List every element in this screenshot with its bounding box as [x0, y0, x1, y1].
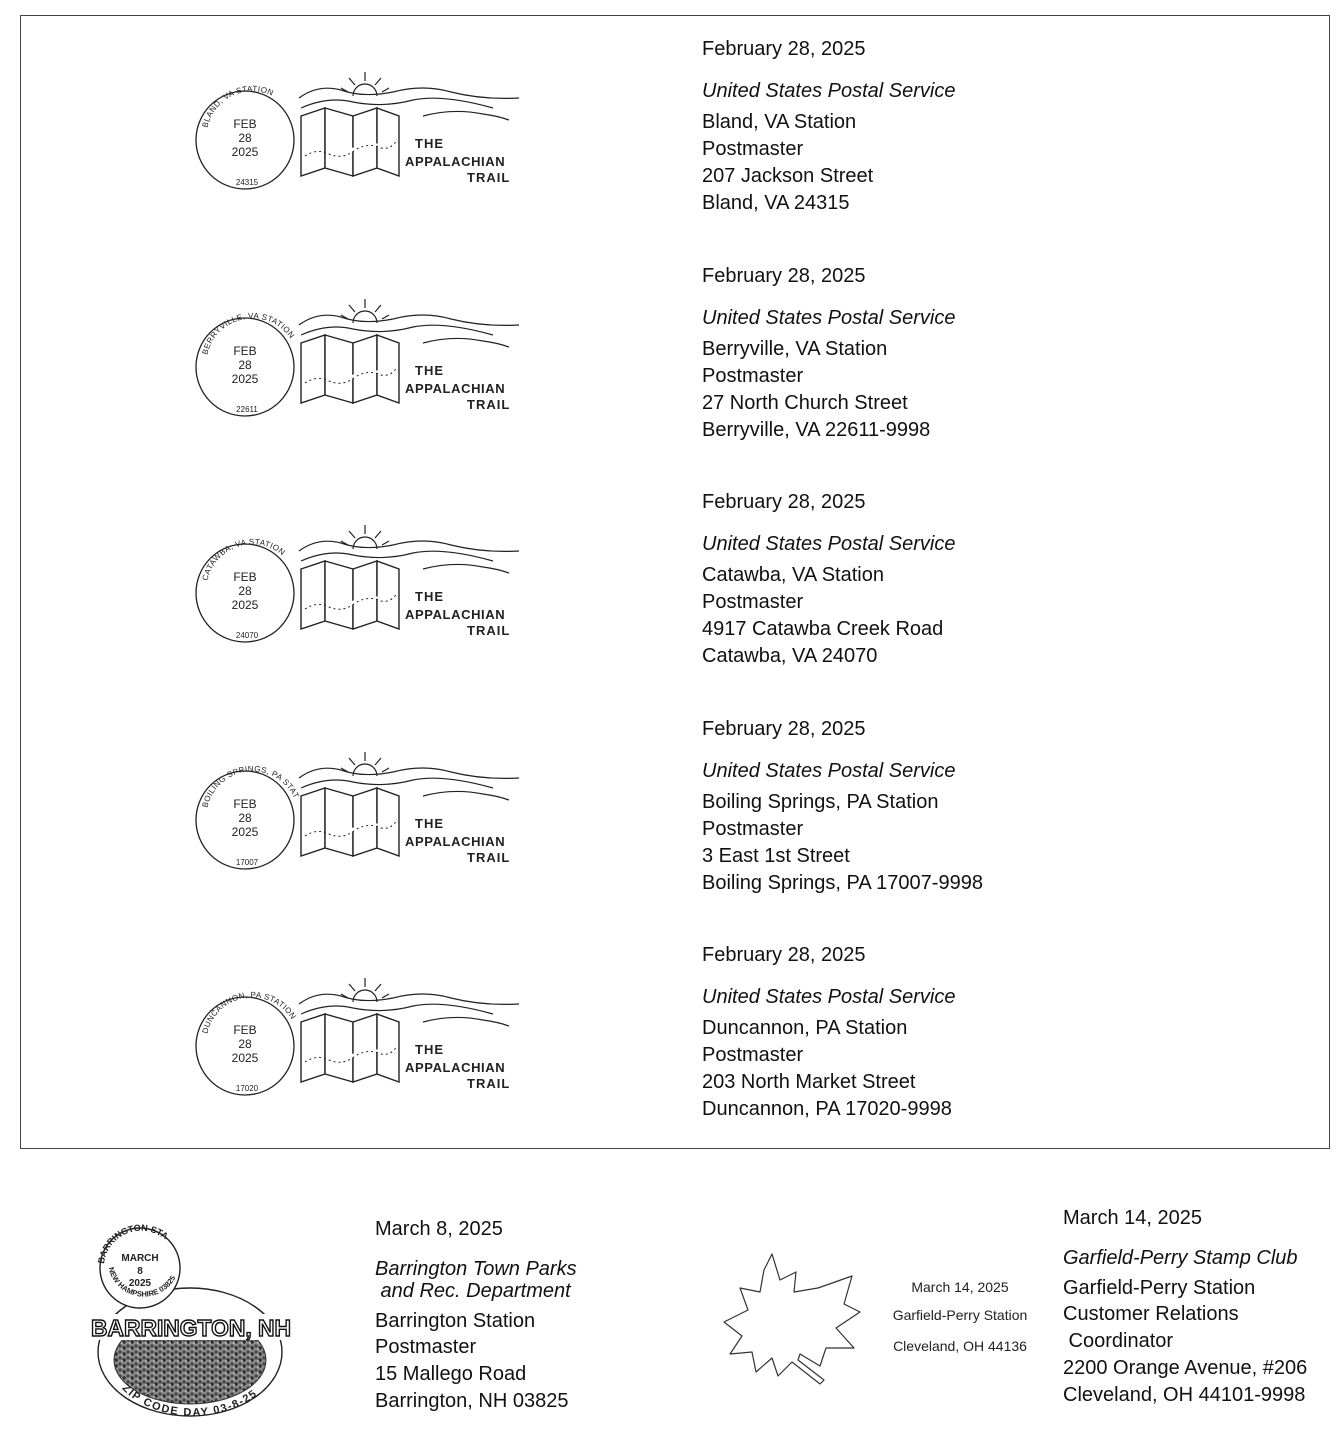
barrington-postmark	[86, 1224, 298, 1424]
trail-cancel-entry	[21, 16, 1329, 242]
postmark-month: FEB	[233, 344, 257, 358]
barrington-date: March 8, 2025	[375, 1218, 503, 1240]
postmark-month: FEB	[233, 117, 257, 131]
postmark-zip: 24315	[235, 178, 259, 187]
barrington-banner: BARRINGTON, NH	[91, 1315, 291, 1341]
trail-title-appalachian: APPALACHIAN	[405, 154, 506, 169]
cancel-date: February 28, 2025	[702, 265, 866, 287]
address-line: Berryville, VA 22611-9998	[702, 418, 931, 441]
trail-title-trail: TRAIL	[467, 170, 511, 185]
barrington-footer-arc: ZIP CODE DAY 03-8-25	[119, 1382, 260, 1419]
barrington-state-arc: NEW HAMPSHIRE 03825	[106, 1266, 178, 1299]
address-block	[702, 263, 955, 443]
postmark-zip: 17020	[235, 1084, 259, 1093]
address-line: Bland, VA 24315	[702, 191, 850, 214]
organization-name: United States Postal Service	[702, 306, 956, 329]
folded-map-icon	[301, 788, 399, 856]
postmark-month: FEB	[233, 570, 257, 584]
trail-title-trail: TRAIL	[467, 850, 511, 865]
postmark-zip: 17007	[235, 858, 259, 867]
postmark-day: 28	[238, 358, 252, 372]
garfield-pm-line-3: Cleveland, OH 44136	[893, 1338, 1027, 1354]
address-line: Postmaster	[702, 1044, 804, 1067]
folded-map-icon	[301, 1014, 399, 1082]
trail-title-appalachian: APPALACHIAN	[405, 381, 506, 396]
address-line: Boiling Springs, PA 17007-9998	[702, 871, 983, 894]
garfield-address-line: Garfield-Perry Station	[1063, 1276, 1256, 1299]
postmark-year: 2025	[231, 598, 259, 612]
garfield-address-line: Cleveland, OH 44101-9998	[1063, 1383, 1306, 1406]
address-line: 4917 Catawba Creek Road	[702, 617, 944, 640]
cancel-date: February 28, 2025	[702, 718, 866, 740]
address-block	[702, 489, 955, 669]
cancel-date: February 28, 2025	[702, 38, 866, 60]
garfield-pm-line-1: March 14, 2025	[911, 1279, 1009, 1295]
cancel-date: February 28, 2025	[702, 944, 866, 966]
address-block	[702, 716, 983, 896]
trail-title-the: THE	[415, 1042, 444, 1057]
organization-name: United States Postal Service	[702, 759, 956, 782]
trail-title-trail: TRAIL	[467, 1076, 511, 1091]
trail-title-trail: TRAIL	[467, 397, 511, 412]
trail-cancel-entry	[21, 696, 1329, 922]
appalachian-trail-postmark	[193, 291, 533, 421]
address-line: 27 North Church Street	[702, 391, 908, 414]
garfield-address-line: Coordinator	[1063, 1330, 1174, 1353]
address-line: 203 North Market Street	[702, 1070, 916, 1093]
barrington-address-line: Postmaster	[375, 1336, 477, 1359]
folded-map-icon	[301, 108, 399, 176]
trail-title-trail: TRAIL	[467, 623, 511, 638]
appalachian-trail-postmark	[193, 744, 533, 874]
address-line: Catawba, VA Station	[702, 564, 884, 587]
garfield-date: March 14, 2025	[1063, 1207, 1202, 1229]
trail-title-the: THE	[415, 363, 444, 378]
address-line: Duncannon, PA Station	[702, 1017, 908, 1040]
postmark-year: 2025	[231, 825, 259, 839]
address-line: Catawba, VA 24070	[702, 644, 878, 667]
address-block	[702, 942, 955, 1122]
trail-title-appalachian: APPALACHIAN	[405, 1060, 506, 1075]
trail-title-the: THE	[415, 136, 444, 151]
barrington-address-line: Barrington, NH 03825	[375, 1389, 569, 1412]
station-arc-text: BOILING SPRINGS, PA STAT	[200, 764, 301, 809]
maple-leaf-icon	[724, 1254, 860, 1384]
station-arc-text: BERRYVILLE, VA STATION	[200, 311, 297, 356]
address-line: 207 Jackson Street	[702, 164, 874, 187]
address-block	[702, 36, 955, 216]
address-line: Postmaster	[702, 818, 804, 841]
barrington-station-arc: BARRINGTON STA	[96, 1224, 171, 1265]
appalachian-trail-postmark	[193, 517, 533, 647]
trail-postmarks-frame	[20, 15, 1330, 1149]
postmark-day: 28	[238, 1037, 252, 1051]
address-line: Bland, VA Station	[702, 111, 857, 134]
barrington-month: MARCH	[121, 1253, 159, 1264]
postmark-zip: 24070	[235, 631, 259, 640]
postmark-year: 2025	[231, 145, 259, 159]
postmark-day: 28	[238, 811, 252, 825]
organization-name: United States Postal Service	[702, 985, 956, 1008]
folded-map-icon	[301, 335, 399, 403]
cancel-date: February 28, 2025	[702, 491, 866, 513]
postmark-month: FEB	[233, 1023, 257, 1037]
trail-cancel-entry	[21, 922, 1329, 1148]
address-line: Berryville, VA Station	[702, 338, 888, 361]
garfield-organization: Garfield-Perry Stamp Club	[1063, 1246, 1298, 1269]
postmark-day: 28	[238, 131, 252, 145]
garfield-postmark	[722, 1248, 1042, 1388]
postmark-month: FEB	[233, 797, 257, 811]
address-line: Postmaster	[702, 591, 804, 614]
trail-cancel-entry	[21, 243, 1329, 469]
barrington-organization: Barrington Town Parks and Rec. Department	[375, 1257, 577, 1302]
address-line: Duncannon, PA 17020-9998	[702, 1097, 952, 1120]
postmark-zip: 22611	[236, 405, 258, 414]
organization-name: United States Postal Service	[702, 532, 956, 555]
address-line: Boiling Springs, PA Station	[702, 791, 939, 814]
trail-title-appalachian: APPALACHIAN	[405, 607, 506, 622]
postmark-year: 2025	[231, 372, 259, 386]
barrington-day: 8	[137, 1266, 143, 1277]
garfield-address-line: Customer Relations	[1063, 1303, 1239, 1326]
appalachian-trail-postmark	[193, 64, 533, 194]
address-line: Postmaster	[702, 365, 804, 388]
trail-cancel-entry	[21, 469, 1329, 695]
garfield-address-line: 2200 Orange Avenue, #206	[1063, 1356, 1308, 1379]
garfield-pm-line-2: Garfield-Perry Station	[892, 1307, 1028, 1323]
folded-map-icon	[301, 561, 399, 629]
barrington-year: 2025	[128, 1278, 152, 1289]
station-arc-text: CATAWBA, VA STATION	[200, 537, 287, 582]
barrington-address-block	[375, 1216, 577, 1415]
trail-title-the: THE	[415, 589, 444, 604]
postmark-day: 28	[238, 584, 252, 598]
address-line: 3 East 1st Street	[702, 844, 850, 867]
garfield-address-block	[1063, 1205, 1307, 1408]
organization-name: United States Postal Service	[702, 79, 956, 102]
appalachian-trail-postmark	[193, 970, 533, 1100]
address-line: Postmaster	[702, 138, 804, 161]
station-arc-text: DUNCANNON, PA STATION	[200, 990, 298, 1035]
barrington-address-line: Barrington Station	[375, 1309, 536, 1332]
postmark-year: 2025	[231, 1051, 259, 1065]
barrington-address-line: 15 Mallego Road	[375, 1363, 527, 1386]
trail-title-the: THE	[415, 816, 444, 831]
station-arc-text: BLAND, VA STATION	[200, 84, 276, 129]
trail-title-appalachian: APPALACHIAN	[405, 834, 506, 849]
